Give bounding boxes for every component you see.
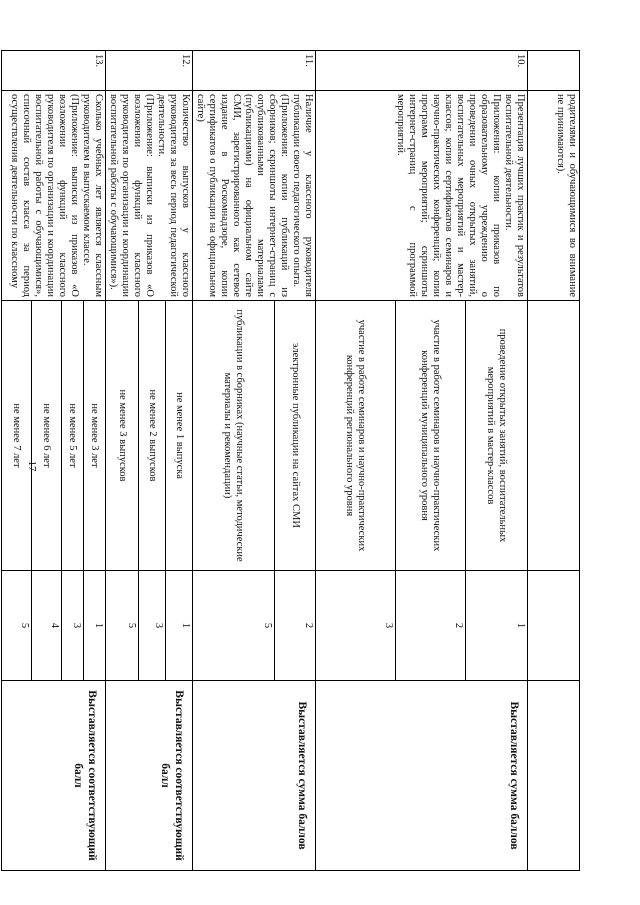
score-cell: 1 xyxy=(166,571,193,681)
criterion-attachments: (Приложения: копии публикаций из сборников; скриншоты интернет-страниц с опубликованными материалами (публикациями) на официальном сайте СМИ, зарегистрированного как сетевое издание в Роскомнадзоре, копии сертификатов о публикации на официальном сайте) xyxy=(195,94,290,297)
condition-cell: публикации в сборниках (научные статьи, методические материалы и рекомендации) xyxy=(193,301,275,571)
condition-cell: не менее 2 выпусков xyxy=(139,301,166,571)
score-cell xyxy=(528,571,580,681)
score-cell: 5 xyxy=(106,571,139,681)
criterion-title: Количество выпусков у классного руководителя за весь период педагогической деятельности. xyxy=(156,94,191,297)
score-cell: 2 xyxy=(275,571,316,681)
score-cell: 1 xyxy=(466,571,528,681)
condition-cell: проведение открытых занятий, воспитательных мероприятий в мастер-классов xyxy=(466,301,528,571)
criterion-attachments: (Приложение: выписки из приказов «О возложении функций классного руководителя по организации и координации воспитательной работы с обучающимися»). xyxy=(108,94,155,297)
criterion-title: Сколько учебных лет является классным руководителем в выпускаемом классе. xyxy=(81,94,104,297)
row-number: 10. xyxy=(316,51,528,91)
row-number: 13. xyxy=(2,51,106,91)
criteria-table xyxy=(1,50,580,871)
table-row xyxy=(275,51,316,871)
criterion-attachments: Приложения: копии приказов по образовательному учреждению о проведении очных открытых занятий, воспитательных мероприятий и мастер-классов; копии сертификатов семинаров и научно-практических конференций; копии программ мероприятий; скриншоты интернет-страниц с программой мероприятий. xyxy=(395,94,502,297)
score-cell: 5 xyxy=(2,571,32,681)
page-number: 17 xyxy=(26,460,38,472)
condition-cell: участие в работе семинаров и научно-практических конференций регионального уровня xyxy=(316,301,396,571)
condition-cell: не менее 3 выпусков xyxy=(106,301,139,571)
criterion-cell xyxy=(528,91,580,301)
condition-cell: электронные публикации на сайтах СМИ xyxy=(275,301,316,571)
table-row xyxy=(166,51,193,871)
scoring-note: Выставляется сумма баллов xyxy=(193,681,316,871)
criterion-cell xyxy=(193,91,316,301)
table-row xyxy=(528,51,580,871)
note-cell xyxy=(528,681,580,871)
criterion-cell xyxy=(2,91,106,301)
criterion-title: Презентация лучших практик и результатов воспитательной деятельности. xyxy=(503,94,526,297)
score-cell: 4 xyxy=(32,571,62,681)
score-cell: 3 xyxy=(62,571,84,681)
score-cell: 2 xyxy=(396,571,466,681)
condition-cell: не менее 7 лет xyxy=(2,301,32,571)
criterion-title: Наличие у классного руководителя публикации своего педагогического опыта. xyxy=(291,94,314,297)
score-cell: 3 xyxy=(139,571,166,681)
criterion-cell xyxy=(316,91,528,301)
scoring-note: Выставляется соответствующий балл xyxy=(2,681,106,871)
scoring-note: Выставляется сумма баллов xyxy=(316,681,528,871)
condition-cell: не менее 1 выпуска xyxy=(166,301,193,571)
score-cell: 3 xyxy=(316,571,396,681)
row-number: 11. xyxy=(193,51,316,91)
criterion-attachments: (Приложение: выписки из приказов «О возложении функций классного руководителя по организации и координации воспитательной работы с обучающимися», списочный состав класса за период осуществления деятельности по классному xyxy=(9,94,80,297)
condition-cell: участие в работе семинаров и научно-практических конференций муниципального уровня xyxy=(396,301,466,571)
row-number: 12. xyxy=(106,51,193,91)
scoring-note: Выставляется соответствующий балл xyxy=(106,681,193,871)
condition-cell: не менее 5 лет xyxy=(62,301,84,571)
table-row xyxy=(466,51,528,871)
criterion-text: родителями и обучающимися во внимание не принимаются). xyxy=(555,94,578,297)
row-number xyxy=(528,51,580,91)
score-cell: 5 xyxy=(193,571,275,681)
score-cell: 1 xyxy=(84,571,106,681)
condition-cell: не менее 6 лет xyxy=(32,301,62,571)
table-row xyxy=(84,51,106,871)
condition-cell xyxy=(528,301,580,571)
criterion-cell xyxy=(106,91,193,301)
condition-cell: не менее 3 лет xyxy=(84,301,106,571)
